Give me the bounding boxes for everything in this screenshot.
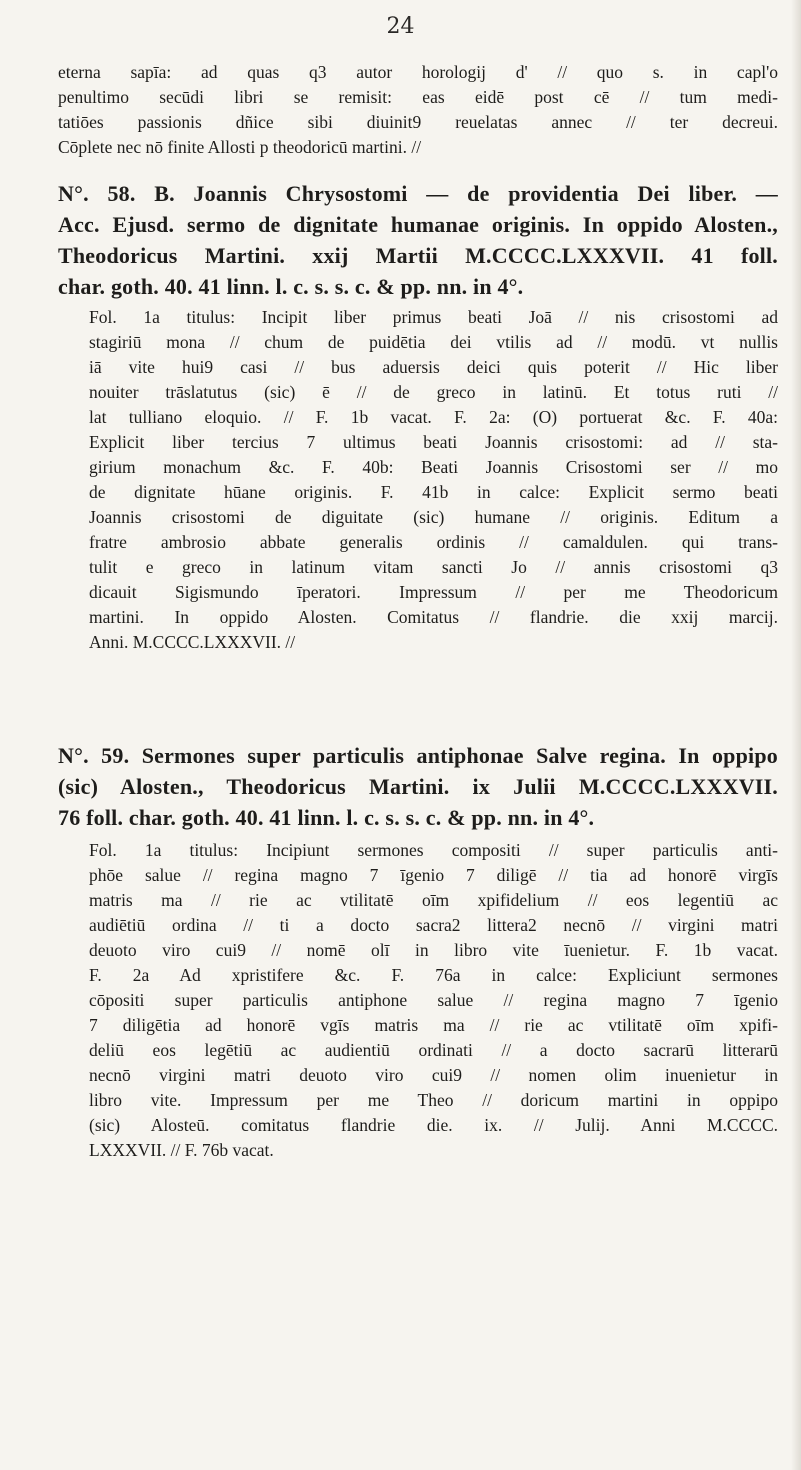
text-line: Cōplete nec nō finite Allosti p theodoricū martini. //	[58, 137, 422, 157]
text-line: eterna sapīa: ad quas q3 autor horologij d' // quo s. in capl'o	[58, 62, 778, 82]
text-line: dicauit Sigismundo īperatori. Impressum // per me Theodoricum	[89, 582, 778, 602]
heading-line: (sic) Alosten., Theodoricus Martini. ix Julii M.CCCC.LXXXVII.	[58, 774, 778, 799]
text-line: cōpositi super particulis antiphone salue // regina magno 7 īgenio	[89, 990, 778, 1010]
text-line: LXXXVII. // F. 76b vacat.	[89, 1140, 274, 1160]
text-line: Fol. 1a titulus: Incipit liber primus beati Joā // nis crisostomi ad	[89, 307, 778, 327]
text-line: audiētiū ordina // ti a docto sacra2 littera2 necnō // virgini matri	[89, 915, 778, 935]
text-line: fratre ambrosio abbate generalis ordinis // camaldulen. qui trans-	[89, 532, 778, 552]
page-number: 24	[386, 14, 415, 39]
text-line: martini. In oppido Alosten. Comitatus // flandrie. die xxij marcij.	[89, 607, 778, 627]
entry-59-heading	[58, 740, 778, 833]
entry-58-heading	[58, 178, 778, 302]
text-line: tulit e greco in latinum vitam sancti Jo // annis crisostomi q3	[89, 557, 778, 577]
heading-line: Acc. Ejusd. sermo de dignitate humanae originis. In oppido Alosten.,	[58, 212, 778, 237]
text-line: libro vite. Impressum per me Theo // doricum martini in oppipo	[89, 1090, 778, 1110]
intro-paragraph	[58, 60, 778, 160]
heading-line: char. goth. 40. 41 linn. l. c. s. s. c. & pp. nn. in 4°.	[58, 274, 524, 299]
text-line: tatiōes passionis dñice sibi diuinit9 reuelatas annec // ter decreui.	[58, 112, 778, 132]
text-line: matris ma // rie ac vtilitatē oīm xpifidelium // eos legentiū ac	[89, 890, 778, 910]
text-line: penultimo secūdi libri se remisit: eas eidē post cē // tum medi-	[58, 87, 778, 107]
text-line: (sic) Alosteū. comitatus flandrie die. ix. // Julij. Anni M.CCCC.	[89, 1115, 778, 1135]
heading-line: Theodoricus Martini. xxij Martii M.CCCC.LXXXVII. 41 foll.	[58, 243, 778, 268]
page-edge-shadow	[791, 0, 801, 1470]
text-line: Anni. M.CCCC.LXXXVII. //	[89, 632, 296, 652]
text-line: Joannis crisostomi de diguitate (sic) humane // originis. Editum a	[89, 507, 778, 527]
text-line: de dignitate hūane originis. F. 41b in calce: Explicit sermo beati	[89, 482, 778, 502]
text-line: Explicit liber tercius 7 ultimus beati Joannis crisostomi: ad // sta-	[89, 432, 778, 452]
text-line: phōe salue // regina magno 7 īgenio 7 diligē // tia ad honorē virgīs	[89, 865, 778, 885]
heading-line: 76 foll. char. goth. 40. 41 linn. l. c. s. s. c. & pp. nn. in 4°.	[58, 805, 595, 830]
text-line: girium monachum &c. F. 40b: Beati Joannis Crisostomi ser // mo	[89, 457, 778, 477]
text-line: 7 diligētia ad honorē vgīs matris ma // rie ac vtilitatē oīm xpifi-	[89, 1015, 778, 1035]
text-line: stagiriū mona // chum de puidētia dei vtilis ad // modū. vt nullis	[89, 332, 778, 352]
text-line: nouiter trāslatutus (sic) ē // de greco in latinū. Et totus ruti //	[89, 382, 778, 402]
text-line: F. 2a Ad xpristifere &c. F. 76a in calce: Expliciunt sermones	[89, 965, 778, 985]
text-line: iā vite hui9 casi // bus aduersis deici quis poterit // Hic liber	[89, 357, 778, 377]
text-line: necnō virgini matri deuoto viro cui9 // nomen olim inuenietur in	[89, 1065, 778, 1085]
text-line: Fol. 1a titulus: Incipiunt sermones compositi // super particulis anti-	[89, 840, 778, 860]
text-line: deliū eos legētiū ac audientiū ordinati // a docto sacrarū litterarū	[89, 1040, 778, 1060]
entry-58-description	[89, 305, 778, 655]
heading-line: N°. 59. Sermones super particulis antiphonae Salve regina. In oppipo	[58, 743, 778, 768]
entry-59-description	[89, 838, 778, 1163]
heading-line: N°. 58. B. Joannis Chrysostomi — de providentia Dei liber. —	[58, 181, 778, 206]
text-line: deuoto viro cui9 // nomē olī in libro vite īuenietur. F. 1b vacat.	[89, 940, 778, 960]
text-line: lat tulliano eloquio. // F. 1b vacat. F. 2a: (O) portuerat &c. F. 40a:	[89, 407, 778, 427]
